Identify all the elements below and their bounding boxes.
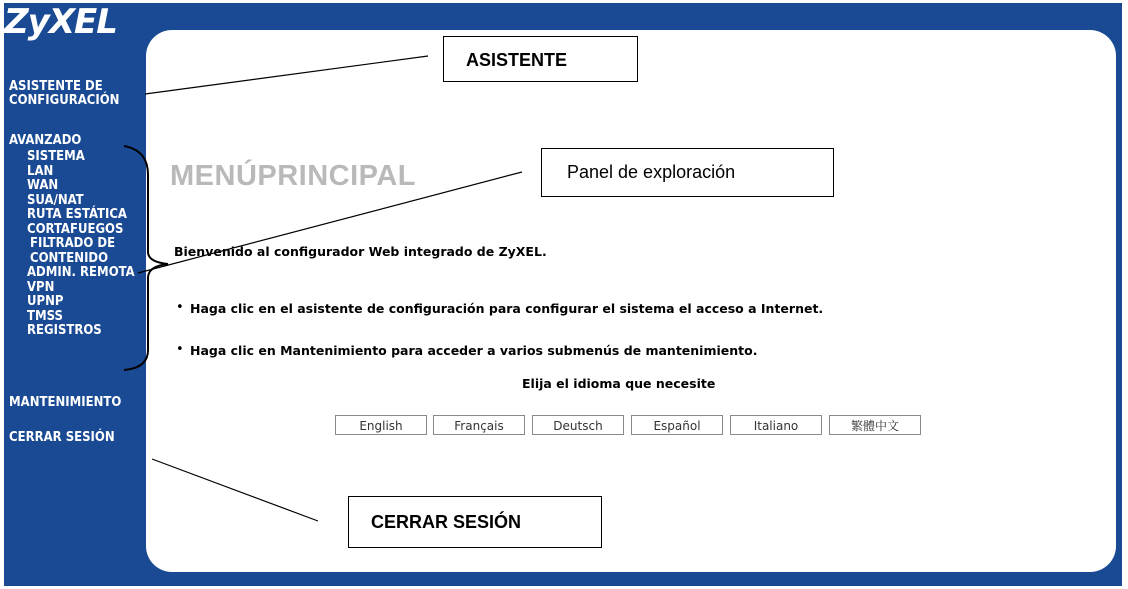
- page-title: MENÚPRINCIPAL: [170, 160, 417, 192]
- language-english-button[interactable]: English: [335, 415, 427, 435]
- sidebar-item-firewall[interactable]: CORTAFUEGOS: [27, 221, 124, 237]
- language-italian-button[interactable]: Italiano: [730, 415, 822, 435]
- bullet-dot: •: [176, 300, 184, 315]
- sidebar-item-content-filter-2[interactable]: CONTENIDO: [30, 250, 109, 266]
- callout-line-logout: [152, 459, 318, 521]
- sidebar-item-logs[interactable]: REGISTROS: [27, 323, 102, 338]
- callout-wizard: ASISTENTE: [443, 36, 638, 82]
- zyxel-logo: ZyXEL: [4, 2, 117, 42]
- sidebar-item-maintenance[interactable]: MANTENIMIENTO: [9, 395, 122, 410]
- sidebar-item-content-filter[interactable]: FILTRADO DE: [30, 236, 116, 251]
- sidebar-item-label: CONFIGURACIÓN: [9, 93, 120, 108]
- sidebar-item-wan[interactable]: WAN: [27, 178, 59, 193]
- sidebar-item-remote-mgmt[interactable]: ADMIN. REMOTA: [27, 265, 135, 280]
- language-german-button[interactable]: Deutsch: [532, 415, 624, 435]
- sidebar-item-advanced[interactable]: AVANZADO: [9, 133, 82, 148]
- callout-line-navigation: [138, 172, 522, 273]
- sidebar-item-vpn[interactable]: VPN: [27, 279, 55, 295]
- bullet-maintenance-text: Haga clic en Mantenimiento para acceder a varios submenús de mantenimiento.: [190, 343, 758, 358]
- sidebar-item-tmss[interactable]: TMSS: [27, 308, 63, 324]
- language-prompt: Elija el idioma que necesite: [522, 376, 716, 391]
- welcome-text: Bienvenido al configurador Web integrado de ZyXEL.: [174, 244, 547, 259]
- bullet-dot: •: [176, 342, 184, 357]
- sidebar-item-system[interactable]: SISTEMA: [27, 149, 85, 164]
- sidebar-item-upnp[interactable]: UPNP: [27, 294, 64, 309]
- language-french-button[interactable]: Français: [433, 415, 525, 435]
- navigation-bracket: [124, 146, 168, 370]
- sidebar-item-lan[interactable]: LAN: [27, 163, 54, 179]
- callout-line-wizard: [145, 56, 428, 94]
- callout-navigation: Panel de exploración: [541, 148, 834, 197]
- callout-logout: CERRAR SESIÓN: [348, 496, 602, 548]
- sidebar-item-label: ASISTENTE DE: [9, 79, 103, 94]
- sidebar-item-sua-nat[interactable]: SUA/NAT: [27, 192, 84, 208]
- language-chinese-button[interactable]: 繁體中文: [829, 415, 921, 435]
- sidebar-item-logout[interactable]: CERRAR SESIÓN: [9, 430, 115, 445]
- sidebar-item-static-route[interactable]: RUTA ESTÁTICA: [27, 207, 127, 222]
- language-spanish-button[interactable]: Español: [631, 415, 723, 435]
- bullet-wizard-text: Haga clic en el asistente de configuración para configurar el sistema el acceso a Internet.: [190, 301, 824, 316]
